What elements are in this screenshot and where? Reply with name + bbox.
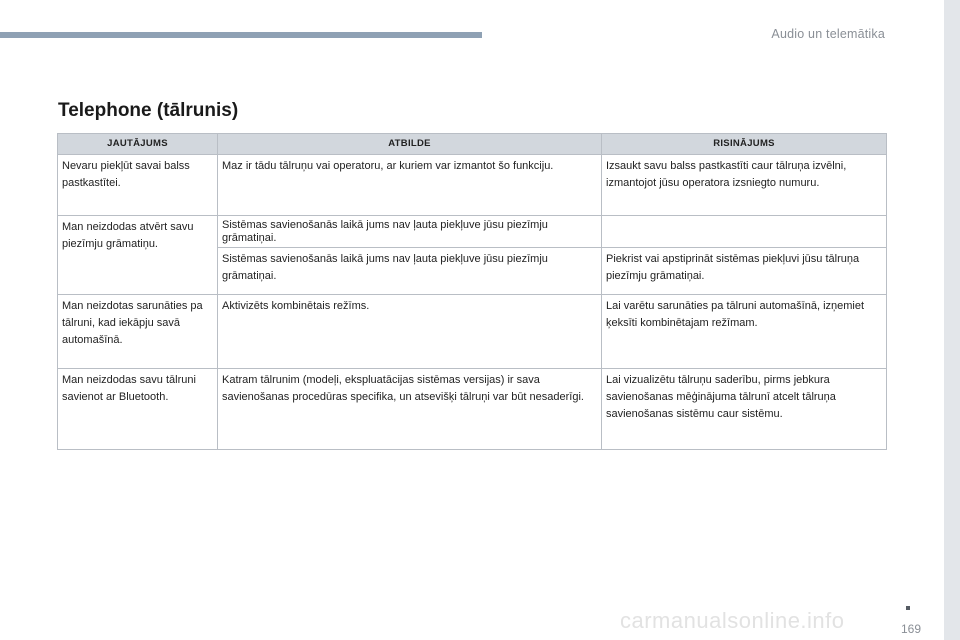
column-header-answer: ATBILDE <box>218 134 602 155</box>
table-row <box>58 295 887 369</box>
solution-cell: Lai varētu sarunāties pa tālruni automašīnā, izņemiet ķeksīti kombinētajam režīmam. <box>602 295 887 369</box>
page-title: Telephone (tālrunis) <box>58 100 239 121</box>
column-header-solution: RISINĀJUMS <box>602 134 887 155</box>
question-cell: Man neizdotas sarunāties pa tālruni, kad iekāpju savā automašīnā. <box>58 295 218 369</box>
question-cell: Man neizdodas atvērt savu piezīmju grāmatiņu. <box>58 216 218 295</box>
header-rule <box>0 32 482 38</box>
troubleshooting-table <box>57 133 887 450</box>
table-row <box>58 155 887 216</box>
solution-cell: Lai vizualizētu tālruņu saderību, pirms jebkura savienošanas mēģinājuma tālrunī atcelt tālruņa savienošanas sistēmu caur sistēmu. <box>602 369 887 450</box>
table-row <box>58 369 887 450</box>
answer-cell: Sistēmas savienošanās laikā jums nav ļauta piekļuve jūsu piezīmju grāmatiņai. <box>218 248 602 295</box>
question-cell: Nevaru piekļūt savai balss pastkastītei. <box>58 155 218 216</box>
page-marker <box>906 606 910 610</box>
solution-cell: Piekrist vai apstiprināt sistēmas piekļuvi jūsu tālruņa piezīmju grāmatiņai. <box>602 248 887 295</box>
answer-cell: Katram tālrunim (modeļi, ekspluatācijas sistēmas versijas) ir sava savienošanas procedūras specifika, un atsevišķi tālruņi var būt nesaderīgi. <box>218 369 602 450</box>
question-cell: Man neizdodas savu tālruni savienot ar Bluetooth. <box>58 369 218 450</box>
page-edge-strip <box>944 0 960 640</box>
section-title: Audio un telemātika <box>771 27 885 41</box>
answer-cell: Sistēmas savienošanās laikā jums nav ļauta piekļuve jūsu piezīmju grāmatiņai. <box>218 216 602 248</box>
solution-cell: Izsaukt savu balss pastkastīti caur tālruņa izvēlni, izmantojot jūsu operatora izsniegto numuru. <box>602 155 887 216</box>
answer-cell: Aktivizēts kombinētais režīms. <box>218 295 602 369</box>
answer-cell: Maz ir tādu tālruņu vai operatoru, ar kuriem var izmantot šo funkciju. <box>218 155 602 216</box>
table-row <box>58 216 887 248</box>
column-header-question: JAUTĀJUMS <box>58 134 218 155</box>
solution-cell <box>602 216 887 248</box>
page-number: 169 <box>901 622 922 636</box>
table-header-row <box>58 134 887 155</box>
watermark: carmanualsonline.info <box>620 608 845 633</box>
